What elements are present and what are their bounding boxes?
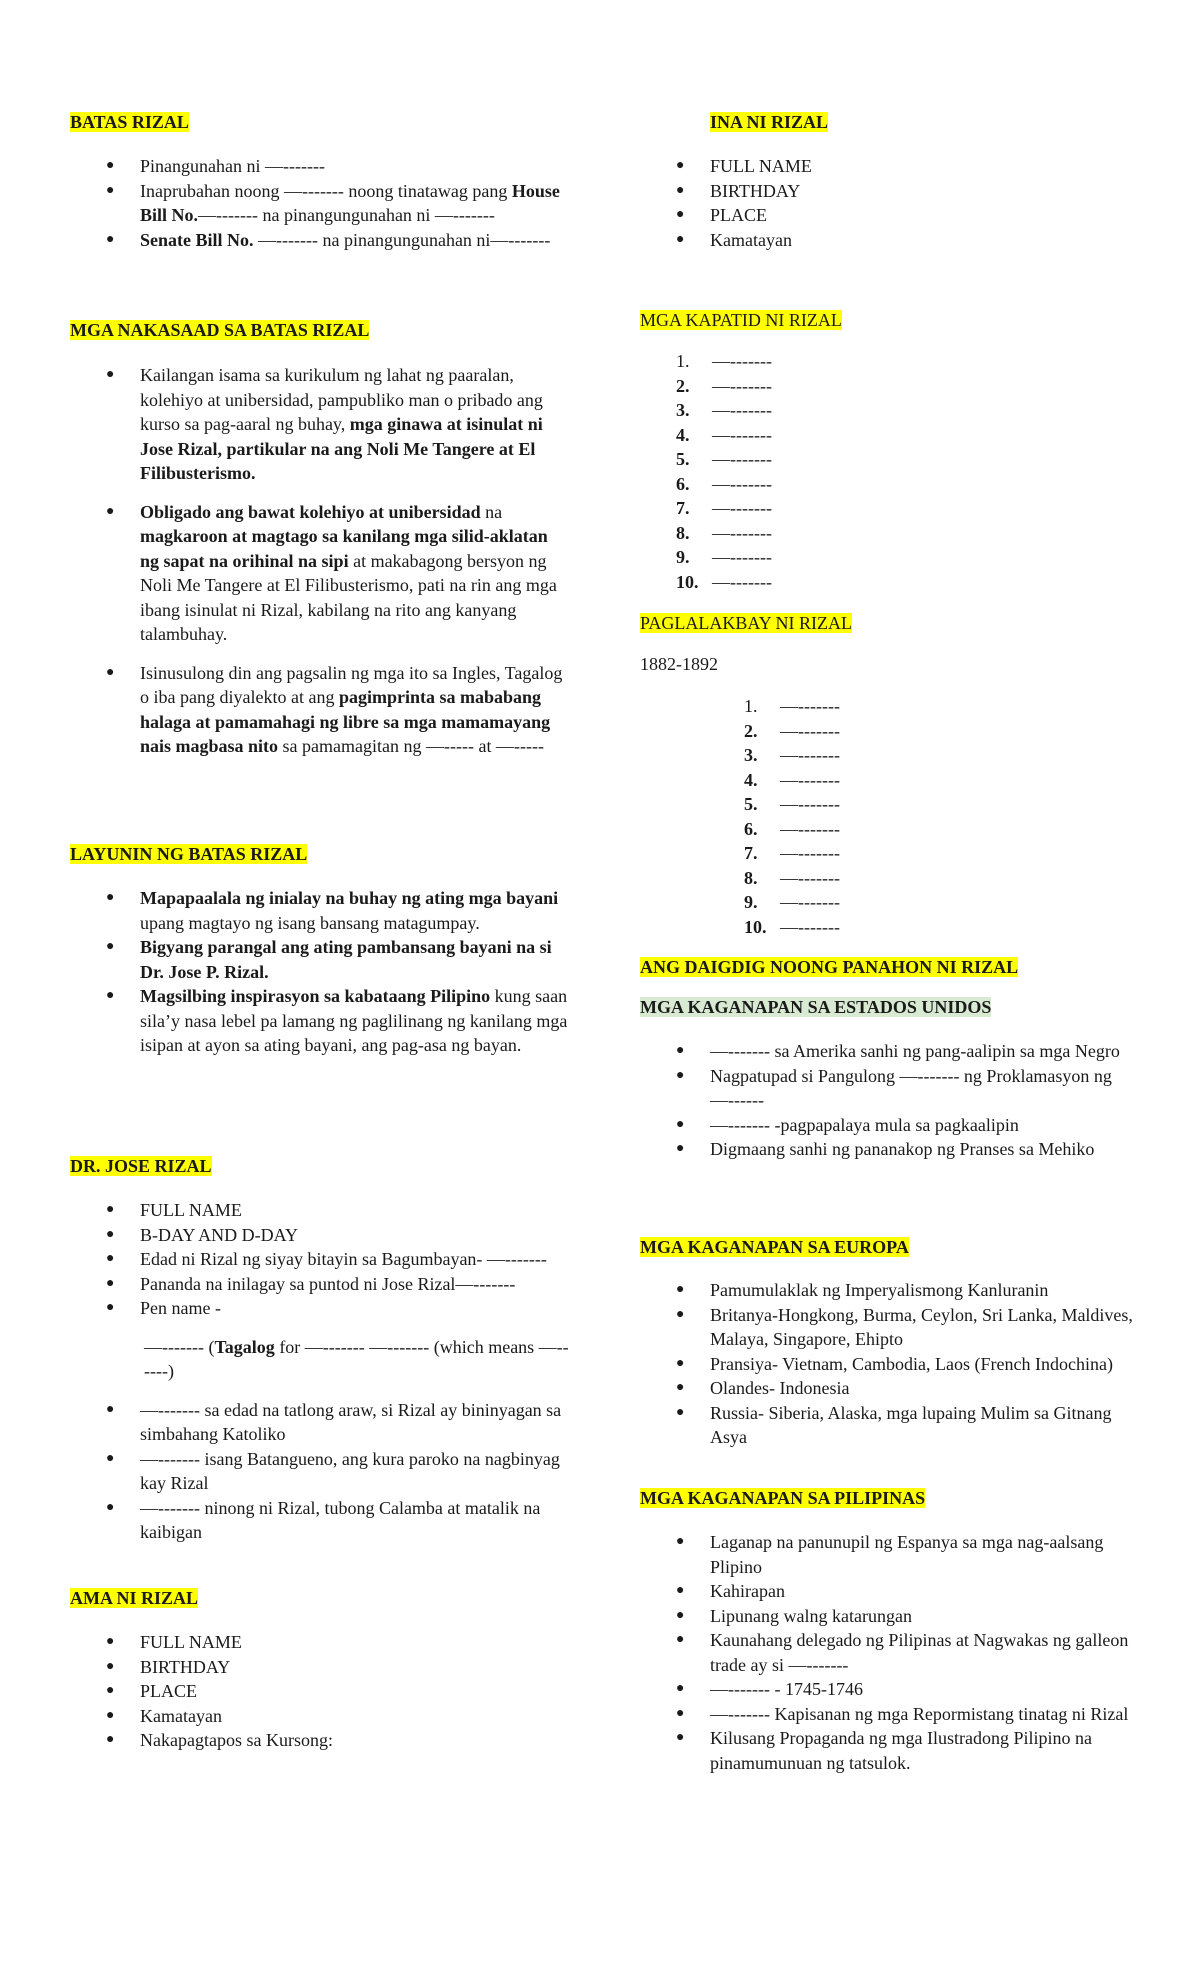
list-item: ● Magsilbing inspirasyon sa kabataang Pilipino kung saan sila’y nasa lebel pa lamang ng paglilinang ng kanilang mga isipan at ayon sa ating bayani, ang pag-asa ng bayan. [140,984,570,1058]
kapatid-list-block [640,349,1140,594]
list-item: 10. —------- [676,571,772,592]
layunin-section [70,842,570,866]
list-item: ● PLACE [710,203,1140,228]
list-item: 6. —------- [676,473,772,494]
ama-heading: AMA NI RIZAL [70,1588,199,1608]
list-item: ● Lipunang walng katarungan [710,1604,1140,1629]
list-item: ● Pen name - [140,1296,570,1321]
list-item: 1. —------- [744,696,840,716]
list-item: 3. —------- [676,400,772,420]
list-item: ● Olandes- Indonesia [710,1376,1140,1401]
ama-section [70,1586,570,1610]
estados-list-block [640,1039,1140,1162]
list-item: 9. —------- [744,892,840,912]
jose-rizal-list-block [70,1198,570,1545]
list-item: ● —------- ninong ni Rizal, tubong Calamba at matalik na kaibigan [140,1496,570,1545]
ina-heading: INA NI RIZAL [710,112,829,132]
list-item: ● Nakapagtapos sa Kursong: [140,1728,570,1753]
pilipinas-section [640,1486,1140,1510]
jose-rizal-list-continued [70,1398,570,1545]
list-item: ● Pamumulaklak ng Imperyalismong Kanluranin [710,1278,1140,1303]
list-item: ● Pransiya- Vietnam, Cambodia, Laos (French Indochina) [710,1352,1140,1377]
ama-list [70,1630,570,1753]
list-item: ● Kaunahang delegado ng Pilipinas at Nagwakas ng galleon trade ay si —------- [710,1628,1140,1677]
paglalakbay-years: 1882-1892 [640,654,718,674]
jose-rizal-section [70,1154,570,1178]
paglalakbay-heading: PAGLALAKBAY NI RIZAL [640,613,853,633]
list-item: ● Russia- Siberia, Alaska, mga lupaing Mulim sa Gitnang Asya [710,1401,1140,1450]
europa-list-block [640,1278,1140,1450]
list-item: 5. —------- [676,449,772,469]
list-item: ● Kahirapan [710,1579,1140,1604]
list-item: ● FULL NAME [140,1630,570,1655]
list-item: ● —------- -pagpapalaya mula sa pagkaalipin [710,1113,1140,1138]
estados-section [640,995,1140,1019]
kapatid-section [640,308,1140,332]
list-item: ● —------- sa Amerika sanhi ng pang-aalipin sa mga Negro [710,1039,1140,1064]
list-item: 8. —------- [744,867,840,888]
ina-list [640,154,1140,252]
list-item: ● Britanya-Hongkong, Burma, Ceylon, Sri Lanka, Maldives, Malaya, Singapore, Ehipto [710,1303,1140,1352]
kapatid-heading: MGA KAPATID NI RIZAL [640,310,842,330]
list-item: ● —------- sa edad na tatlong araw, si Rizal ay bininyagan sa simbahang Katoliko [140,1398,570,1447]
list-item: 4. —------- [676,424,772,445]
list-item: ● Senate Bill No. —------- na pinangungunahan ni—------- [140,228,570,253]
nakasaad-list [70,363,570,759]
jose-rizal-list [70,1198,570,1321]
list-item: ● Digmaang sanhi ng pananakop ng Pranses sa Mehiko [710,1137,1140,1162]
nakasaad-list-block [70,363,570,759]
europa-list [640,1278,1140,1450]
list-item: ● BIRTHDAY [710,179,1140,204]
ina-list-block [640,154,1140,252]
paglalakbay-list-block [640,694,1140,939]
list-item: ● FULL NAME [140,1198,570,1223]
list-item: ● Mapapaalala ng inialay na buhay ng ating mga bayani upang magtayo ng isang bansang matagumpay. [140,886,570,935]
ama-list-block [70,1630,570,1753]
jose-rizal-heading: DR. JOSE RIZAL [70,1156,212,1176]
batas-rizal-heading: BATAS RIZAL [70,112,189,132]
layunin-list-block [70,886,570,1058]
list-item: 7. —------- [676,498,772,518]
pilipinas-list-block [640,1530,1140,1775]
pen-name-detail: —------- (Tagalog for —------- —------- (which means —------) [144,1336,569,1381]
kapatid-list [640,349,1140,594]
list-item: 6. —------- [744,818,840,839]
nakasaad-section [70,318,570,342]
europa-section [640,1235,1140,1259]
list-item: 4. —------- [744,769,840,790]
list-item: ● FULL NAME [710,154,1140,179]
estados-heading: MGA KAGANAPAN SA ESTADOS UNIDOS [640,997,992,1017]
pilipinas-heading: MGA KAGANAPAN SA PILIPINAS [640,1488,926,1508]
list-item: 8. —------- [676,522,772,543]
list-item: 9. —------- [676,547,772,567]
list-item: 3. —------- [744,745,840,765]
paglalakbay-section [640,611,1140,635]
list-item: ● Pananda na inilagay sa puntod ni Jose Rizal—------- [140,1272,570,1297]
list-item: ● Edad ni Rizal ng siyay bitayin sa Bagumbayan- —------- [140,1247,570,1272]
europa-heading: MGA KAGANAPAN SA EUROPA [640,1237,909,1257]
estados-list [640,1039,1140,1162]
batas-rizal-list-block [70,154,570,252]
ina-section [710,110,1200,134]
list-item: ● Obligado ang bawat kolehiyo at unibersidad na magkaroon at magtago sa kanilang mga silid-aklatan ng sapat na orihinal na sipi at makabagong bersyon ng Noli Me Tangere at El Filibusterismo, pati na rin ang mga ibang isinulat ni Rizal, kabilang na rito ang kanyang talambuhay. [140,500,570,647]
list-item: 10. —------- [744,916,840,937]
layunin-list [70,886,570,1058]
nakasaad-heading: MGA NAKASAAD SA BATAS RIZAL [70,320,370,340]
list-item: ● —------- isang Batangueno, ang kura paroko na nagbinyag kay Rizal [140,1447,570,1496]
daigdig-heading: ANG DAIGDIG NOONG PANAHON NI RIZAL [640,957,1019,977]
list-item: 5. —------- [744,794,840,814]
list-item: ● —------- - 1745-1746 [710,1677,1140,1702]
list-item: ● Inaprubahan noong —------- noong tinatawag pang House Bill No.—------- na pinangungunahan ni —------- [140,179,570,228]
pilipinas-list [640,1530,1140,1775]
list-item: 1. —------- [676,351,772,371]
list-item: 7. —------- [744,843,840,863]
list-item: ● BIRTHDAY [140,1655,570,1680]
list-item: 2. —------- [744,720,840,741]
list-item: ● Kailangan isama sa kurikulum ng lahat ng paaralan, kolehiyo at unibersidad, pampubliko man o pribado ang kurso sa pag-aaral ng buhay, mga ginawa at isinulat ni Jose Rizal, partikular na ang Noli Me Tangere at El Filibusterismo. [140,363,570,486]
list-item: ● Kamatayan [140,1704,570,1729]
list-item: ● Pinangunahan ni —------- [140,154,570,179]
daigdig-section [640,955,1140,979]
layunin-heading: LAYUNIN NG BATAS RIZAL [70,844,308,864]
list-item: ● Kilusang Propaganda ng mga Ilustradong Pilipino na pinamumunuan ng tatsulok. [710,1726,1140,1775]
list-item: ● B-DAY AND D-DAY [140,1223,570,1248]
batas-rizal-section [70,110,570,134]
list-item: ● PLACE [140,1679,570,1704]
list-item: ● Bigyang parangal ang ating pambansang bayani na si Dr. Jose P. Rizal. [140,935,570,984]
list-item: ● —------- Kapisanan ng mga Repormistang tinatag ni Rizal [710,1702,1140,1727]
list-item: ● Kamatayan [710,228,1140,253]
batas-rizal-list [70,154,570,252]
list-item: ● Laganap na panunupil ng Espanya sa mga nag-aalsang Plipino [710,1530,1140,1579]
list-item: ● Isinusulong din ang pagsalin ng mga ito sa Ingles, Tagalog o iba pang diyalekto at ang pagimprinta sa mababang halaga at pamamahagi ng libre sa mga mamamayang nais magbasa nito sa pamamagitan ng —----- at —----- [140,661,570,759]
list-item: ● Nagpatupad si Pangulong —------- ng Proklamasyon ng —------ [710,1064,1140,1113]
paglalakbay-list [640,694,1140,939]
list-item: 2. —------- [676,375,772,396]
